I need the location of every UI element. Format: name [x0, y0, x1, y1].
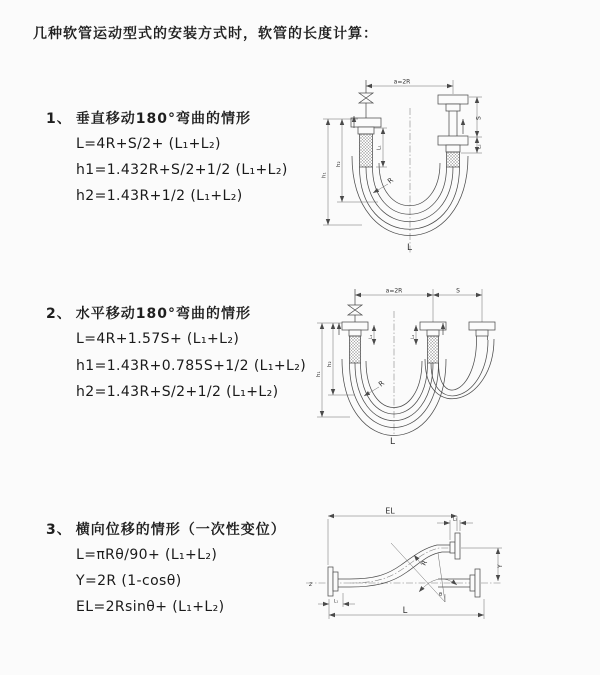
s-curve-hose: [350, 545, 450, 587]
section-3-formula-L: L=πRθ/90+ (L₁+L₂): [76, 547, 218, 563]
flange: [351, 118, 381, 127]
section-2-formula-h1: h1=1.43R+0.785S+1/2 (L₁+L₂): [76, 358, 307, 374]
flange: [420, 322, 446, 330]
braided-hose: [428, 336, 439, 363]
section-3-number: 3、: [46, 522, 72, 538]
radius-leader: [364, 387, 379, 396]
braided-hose: [447, 152, 460, 167]
dim-label-a2r: a=2R: [393, 78, 411, 86]
radius-label: R: [377, 379, 387, 389]
section-3-formula-EL: EL=2Rsinθ+ (L₁+L₂): [76, 599, 225, 615]
flange: [342, 322, 368, 330]
length-label: L: [390, 437, 396, 447]
dim-label-h2: h₂: [336, 161, 342, 167]
page-title: 几种软管运动型式的安装方式时，软管的长度计算：: [33, 26, 378, 42]
braided-hose: [360, 134, 373, 167]
dim-label-h1: h₁: [321, 172, 328, 178]
diagram-horizontal-180-bend: [308, 283, 600, 453]
section-2-formula-h2: h2=1.43R+S/2+1/2 (L₁+L₂): [76, 384, 279, 400]
section-1-heading: [46, 108, 251, 128]
angle-label: θ: [439, 592, 443, 598]
radius-label: R: [419, 559, 429, 567]
dim-label-l2: L₂: [452, 516, 458, 523]
radius-label: R: [386, 176, 396, 186]
valve-icon: [359, 80, 373, 118]
dim-label-l2: L₂: [411, 334, 416, 339]
diagram-lateral-displacement: [298, 503, 600, 648]
dim-label-l1: L₁: [369, 334, 374, 339]
flange: [328, 567, 333, 596]
dim-label-y: Y: [497, 564, 504, 568]
diagram-vertical-180-bend: [310, 72, 600, 262]
dim-label-h1: h₁: [316, 371, 322, 377]
section-2-title: 水平移动180°弯曲的情形: [75, 306, 251, 322]
dim-label-s: S: [475, 116, 483, 120]
dim-label-l1: L₁: [333, 599, 339, 605]
length-label: L: [407, 243, 413, 253]
dim-label-l1: L₁: [376, 145, 383, 150]
section-2-number: 2、: [46, 306, 72, 322]
section-1-formula-h1: h1=1.432R+S/2+1/2 (L₁+L₂): [76, 162, 288, 178]
section-3-formula-Y: Y=2R (1-cosθ): [76, 573, 182, 589]
section-2-heading: [46, 303, 251, 323]
section-1-formula-h2: h2=1.43R+1/2 (L₁+L₂): [76, 188, 243, 204]
dim-label-length: L: [402, 606, 408, 616]
flange: [438, 95, 468, 104]
dim-label-s: S: [456, 287, 460, 295]
dim-label-el: EL: [385, 506, 395, 516]
valve-icon: [348, 289, 362, 322]
section-1-title: 垂直移动180°弯曲的情形: [75, 111, 251, 127]
flange: [475, 569, 480, 597]
dim-label-a2r: a=2R: [385, 287, 403, 295]
section-3-heading: [46, 519, 286, 539]
section-2-formula-L: L=4R+1.57S+ (L₁+L₂): [76, 331, 240, 347]
section-1-formula-L: L=4R+S/2+ (L₁+L₂): [76, 136, 221, 152]
braided-hose: [350, 336, 361, 363]
flange: [455, 533, 460, 559]
flange: [469, 322, 495, 330]
section-1-number: 1、: [46, 111, 72, 127]
dim-label-l2: L₂: [476, 144, 483, 149]
section-3-title: 横向位移的情形（一次性变位）: [75, 522, 286, 538]
dim-label-h2: h₂: [327, 361, 333, 367]
axis-mark: z: [309, 581, 313, 588]
